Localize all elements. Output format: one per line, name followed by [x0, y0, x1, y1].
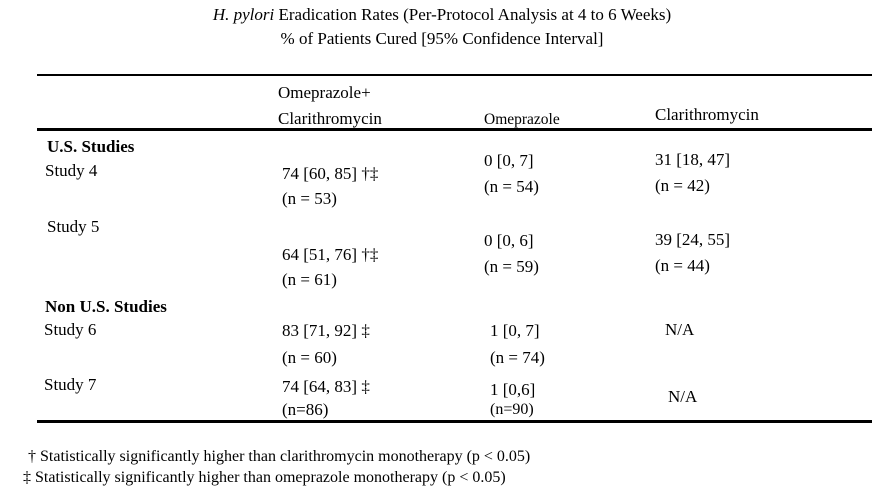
footnote-double-dagger: ‡ Statistically significantly higher than omeprazole monotherapy (p < 0.05) [23, 469, 506, 486]
study5-omeprazole-n: (n = 59) [484, 257, 539, 276]
row-label-study6: Study 6 [44, 320, 97, 339]
study5-clarithromycin-n: (n = 44) [655, 256, 710, 275]
section-header-us-studies: U.S. Studies [47, 137, 135, 156]
study6-combo-value: 83 [71, 92] ‡ [282, 321, 370, 340]
footnote-dagger: † Statistically significantly higher than clarithromycin monotherapy (p < 0.05) [28, 448, 531, 465]
study7-combo-n: (n=86) [282, 400, 329, 419]
study4-clarithromycin-n: (n = 42) [655, 176, 710, 195]
study6-omeprazole-value: 1 [0, 7] [490, 321, 540, 340]
table-rule-top [37, 74, 872, 76]
table-title-line2: % of Patients Cured [95% Confidence Interval] [280, 29, 604, 48]
row-label-study5: Study 5 [47, 217, 100, 236]
study4-combo-n: (n = 53) [282, 189, 337, 208]
table-rule-header [37, 128, 872, 131]
study4-omeprazole-n: (n = 54) [484, 177, 539, 196]
study4-combo-value: 74 [60, 85] †‡ [282, 164, 379, 183]
column-header-clarithromycin: Clarithromycin [655, 105, 759, 124]
table-title-line1 [0, 4, 884, 25]
row-label-study4: Study 4 [45, 161, 98, 180]
study5-omeprazole-value: 0 [0, 6] [484, 231, 534, 250]
study7-clarithromycin-value: N/A [668, 387, 698, 406]
study5-combo-n: (n = 61) [282, 270, 337, 289]
title-rest: Eradication Rates (Per-Protocol Analysis at 4 to 6 Weeks) [274, 5, 672, 24]
table-rule-bottom [37, 420, 872, 423]
column-header-line2: Clarithromycin [278, 109, 382, 128]
study4-omeprazole-value: 0 [0, 7] [484, 151, 534, 170]
study5-combo-value: 64 [51, 76] †‡ [282, 245, 379, 264]
row-label-study7: Study 7 [44, 375, 97, 394]
column-header-line1: Omeprazole+ [278, 83, 371, 102]
column-header-omeprazole-clarithromycin [278, 80, 382, 132]
study6-clarithromycin-value: N/A [665, 320, 695, 339]
study6-combo-n: (n = 60) [282, 348, 337, 367]
study7-omeprazole-value: 1 [0,6] [490, 380, 536, 399]
column-header-omeprazole: Omeprazole [484, 111, 560, 128]
title-italic-species: H. pylori [212, 5, 275, 24]
study7-omeprazole-n: (n=90) [490, 401, 534, 418]
study6-omeprazole-n: (n = 74) [490, 348, 545, 367]
study4-clarithromycin-value: 31 [18, 47] [655, 150, 731, 169]
study5-clarithromycin-value: 39 [24, 55] [655, 230, 731, 249]
study7-combo-value: 74 [64, 83] ‡ [282, 377, 370, 396]
section-header-non-us-studies: Non U.S. Studies [45, 297, 167, 316]
